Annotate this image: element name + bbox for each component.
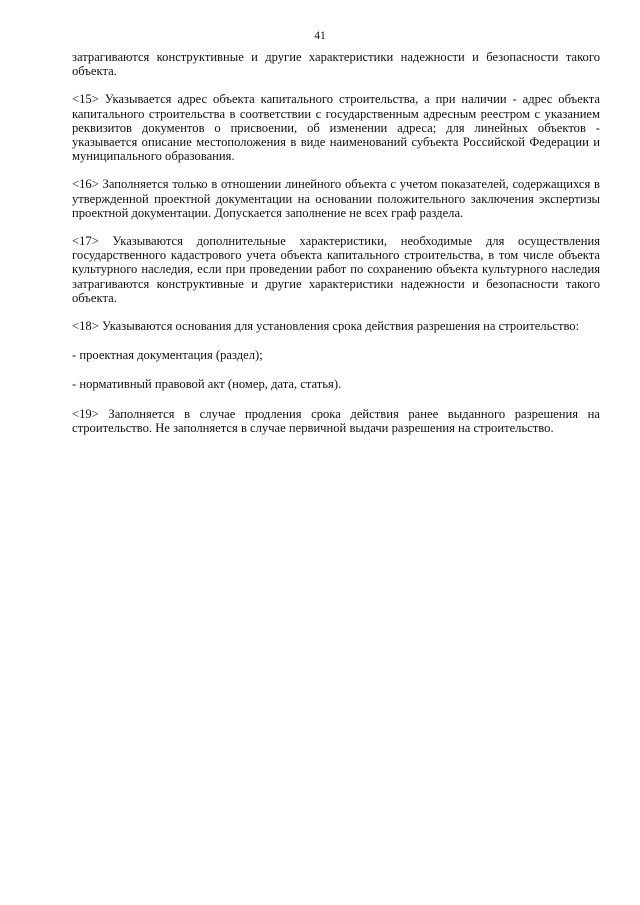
footnote-18-item-1: - проектная документация (раздел);: [72, 348, 263, 363]
footnote-18-item-2: - нормативный правовой акт (номер, дата, статья).: [72, 377, 342, 392]
footnote-18: <18> Указываются основания для установления срока действия разрешения на строительство:: [72, 319, 580, 334]
footnote-17: <17> Указываются дополнительные характеристики, необходимые для осуществления государственного кадастрового учета объекта капитального строительства, в том числе объекта культурного наследия, если при проведении работ по сохранению объекта культурного наследия затрагиваются конструктивные и другие характеристики надежности и безопасности такого объекта.: [72, 234, 600, 305]
paragraph-continuation: затрагиваются конструктивные и другие характеристики надежности и безопасности такого объекта.: [72, 50, 600, 79]
footnote-19: <19> Заполняется в случае продления срока действия ранее выданного разрешения на строительство. Не заполняется в случае первичной выдачи разрешения на строительство.: [72, 406, 600, 435]
page-number: 41: [314, 30, 326, 42]
footnote-15: <15> Указывается адрес объекта капитального строительства, а при наличии - адрес объекта капитального строительства в соответствии с государственным адресным реестром с указанием реквизитов документов о присвоении, об изменении адреса; для линейных объектов - указывается описание местоположения в виде наименований субъекта Российской Федерации и муниципального образования.: [72, 92, 600, 164]
footnote-16: <16> Заполняется только в отношении линейного объекта с учетом показателей, содержащихся в утвержденной проектной документации на основании положительного заключения экспертизы проектной документации. Допускается заполнение не всех граф раздела.: [72, 177, 600, 220]
footnotes-body: [72, 50, 600, 449]
